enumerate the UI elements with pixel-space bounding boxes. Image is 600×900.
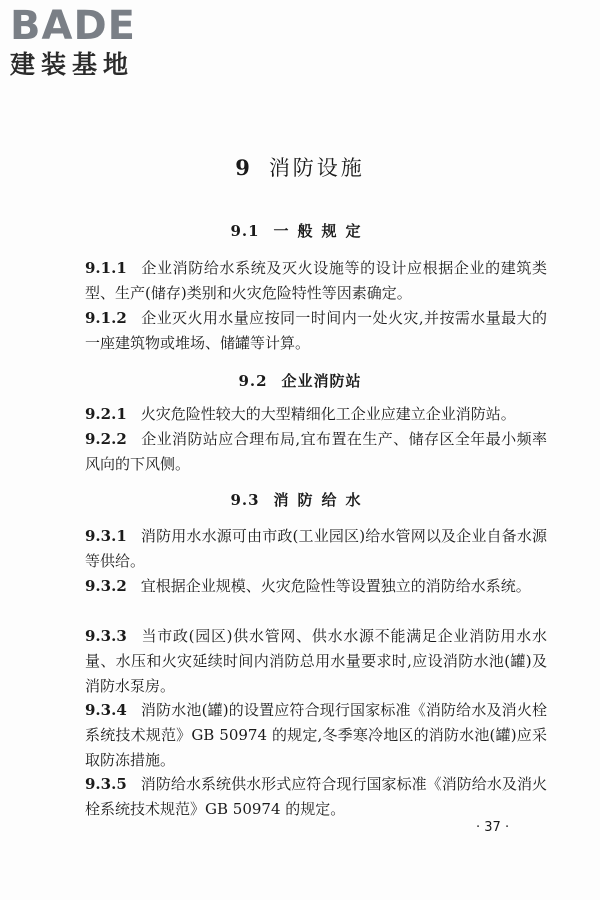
clause-text: 火灾危险性较大的大型精细化工企业应建立企业消防站。: [140, 405, 516, 423]
clause-text: 消防用水水源可由市政(工业园区)给水管网以及企业自备水源等供给。: [85, 527, 547, 570]
clause-number: 9.3.3: [85, 627, 127, 645]
section-heading: [0, 489, 600, 510]
page-number: · 37 ·: [476, 820, 510, 835]
clause: [85, 772, 547, 822]
clause-text: 企业灭火用水量应按同一时间内一处火灾,并按需水量最大的一座建筑物或堆场、储罐等计算。: [85, 309, 547, 352]
chapter-title-text: 消防设施: [268, 156, 365, 180]
clause: [85, 256, 547, 306]
section-number: 9.2: [238, 372, 268, 390]
clause-text: 消防给水系统供水形式应符合现行国家标准《消防给水及消火栓系统技术规范》GB 50974 的规定。: [85, 775, 547, 818]
clause: [85, 306, 547, 356]
clause-number: 9.2.1: [85, 405, 127, 423]
clause: [85, 524, 547, 574]
clause: [85, 402, 547, 427]
section-number: 9.1: [230, 222, 260, 240]
logo-brand: BADE: [10, 3, 136, 49]
section-number: 9.3: [230, 491, 260, 509]
chapter-title: [0, 152, 600, 182]
section-heading: [0, 370, 600, 391]
clause-number: 9.1.2: [85, 309, 127, 327]
logo: [10, 4, 180, 80]
clause-number: 9.3.4: [85, 701, 127, 719]
clause: [85, 698, 547, 773]
clause: [85, 427, 547, 477]
clause-text: 消防水池(罐)的设置应符合现行国家标准《消防给水及消火栓系统技术规范》GB 50974 的规定,冬季寒冷地区的消防水池(罐)应采取防冻措施。: [85, 701, 547, 769]
clause-text: 当市政(园区)供水管网、供水水源不能满足企业消防用水水量、水压和火灾延续时间内消防总用水量要求时,应设消防水池(罐)及消防水泵房。: [85, 627, 547, 695]
clause-number: 9.1.1: [85, 259, 127, 277]
clause: [85, 624, 547, 699]
clause-text: 宜根据企业规模、火灾危险性等设置独立的消防给水系统。: [140, 577, 531, 595]
clause-number: 9.2.2: [85, 430, 127, 448]
clause-text: 企业消防给水系统及灭火设施等的设计应根据企业的建筑类型、生产(储存)类别和火灾危险特性等因素确定。: [85, 259, 547, 302]
section-title: 消防给水: [273, 491, 370, 509]
clause: [85, 574, 547, 599]
chapter-number: 9: [235, 155, 253, 180]
section-title: 一般规定: [273, 222, 370, 240]
clause-text: 企业消防站应合理布局,宜布置在生产、储存区全年最小频率风向的下风侧。: [85, 430, 547, 473]
section-title: 企业消防站: [281, 372, 362, 390]
clause-number: 9.3.2: [85, 577, 127, 595]
section-heading: [0, 220, 600, 241]
clause-number: 9.3.1: [85, 527, 127, 545]
logo-subtitle: 建装基地: [10, 50, 135, 79]
clause-number: 9.3.5: [85, 775, 127, 793]
